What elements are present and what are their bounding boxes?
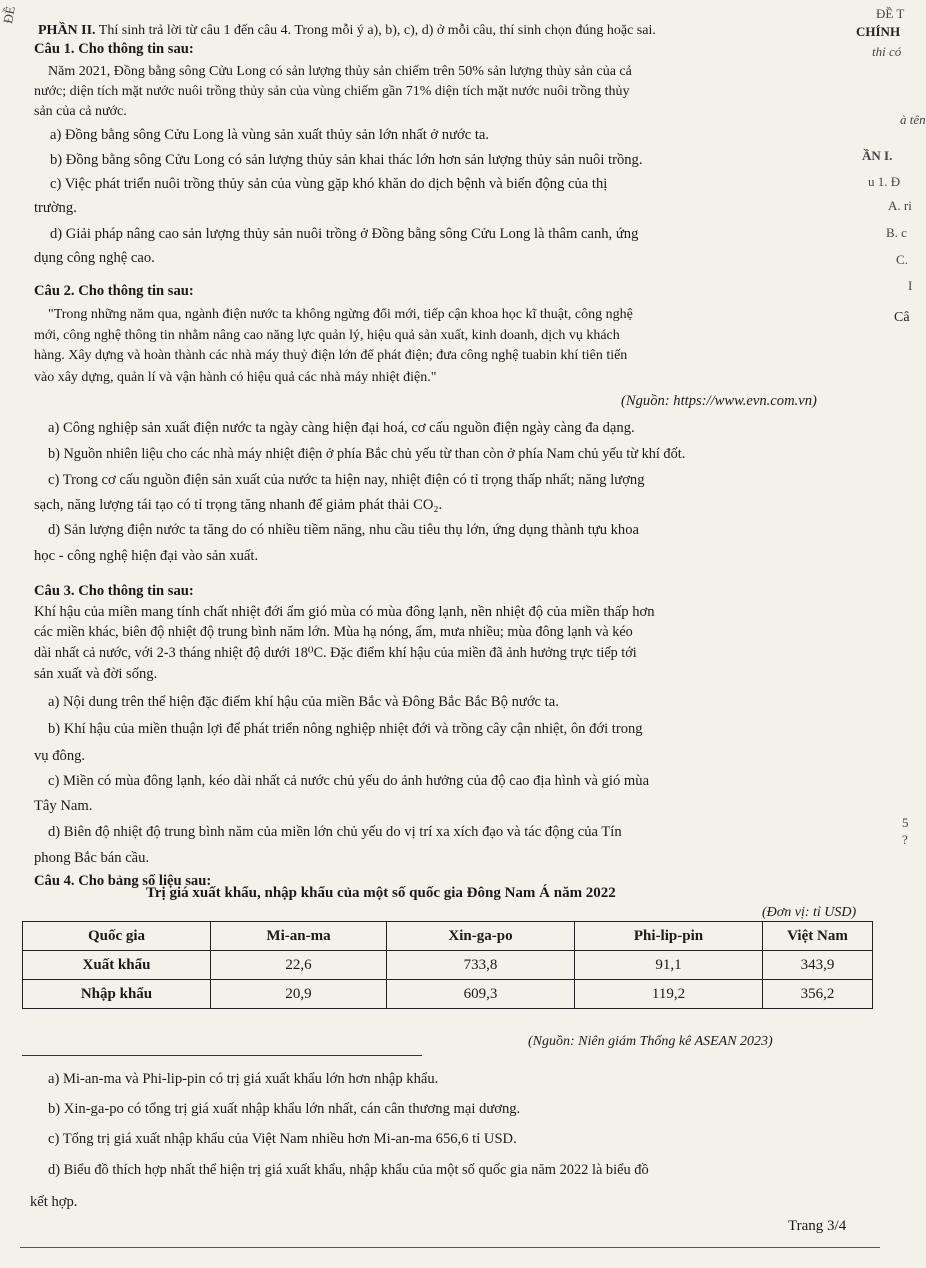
q3-paragraph-line-1: Khí hậu của miền mang tính chất nhiệt đới ẩm gió mùa có mùa đông lạnh, nền nhiệt độ của miền thấp hơn xyxy=(34,604,655,620)
q2-statement-d-cont: học - công nghệ hiện đại vào sản xuất. xyxy=(34,548,259,564)
table-cell: 609,3 xyxy=(387,980,575,1009)
q3-statement-c: c) Miền có mùa đông lạnh, kéo dài nhất cả nước chủ yếu do ảnh hưởng của độ cao địa hình và gió mùa xyxy=(48,773,650,789)
q4-title: Câu 4. Cho bảng số liệu sau: xyxy=(34,873,212,889)
q2-statement-c-cont: sạch, năng lượng tái tạo có tỉ trọng tăng nhanh để giảm phát thải CO₂. xyxy=(34,497,443,513)
edge-mark-5: A. ri xyxy=(888,198,912,213)
table-cell: 22,6 xyxy=(211,951,387,980)
q2-quote-line-2: mới, công nghệ thông tin nhằm nâng cao năng lực quản lý, hiệu quả sản xuất, kinh doanh, dịch vụ khách xyxy=(34,328,620,343)
q3-paragraph-line-2: các miền khác, biên độ nhiệt độ trung bình năm lớn. Mùa hạ nóng, ẩm, mưa nhiều; mùa đông lạnh và kéo xyxy=(34,624,633,640)
q2-statement-d: d) Sản lượng điện nước ta tăng do có nhiều tiềm năng, nhu cầu tiêu thụ lớn, ứng dụng thành tựu khoa xyxy=(48,522,640,538)
q2-statement-b: b) Nguồn nhiên liệu cho các nhà máy nhiệt điện ở phía Bắc chủ yếu từ than còn ở phía Nam chủ yếu từ khí đốt. xyxy=(48,446,686,462)
edge-mark-6: B. c xyxy=(886,225,907,240)
q2-source: (Nguồn: https://www.evn.com.vn) xyxy=(621,393,817,409)
q1-paragraph-line-1: Năm 2021, Đồng bằng sông Cửu Long có sản lượng thủy sản chiếm trên 50% sản lượng thủy sản của cả xyxy=(48,64,632,79)
q3-paragraph-line-3: dài nhất cả nước, với 2-3 tháng nhiệt độ dưới 18⁰C. Đặc điểm khí hậu của miền đã ảnh hưởng trực tiếp tới xyxy=(34,645,637,661)
edge-mark-11: ? xyxy=(902,832,908,847)
row-label: Xuất khẩu xyxy=(23,951,211,980)
table-cell: 119,2 xyxy=(575,980,763,1009)
edge-mark-2: à tên xyxy=(900,112,926,127)
edge-mark-top: ĐỀ T xyxy=(876,6,905,21)
edge-mark-10: 5 xyxy=(902,815,909,830)
q2-quote-line-4: vào xây dựng, quản lí và vận hành có hiệu quả các nhà máy nhiệt điện." xyxy=(34,370,437,385)
q1-statement-c: c) Việc phát triển nuôi trồng thủy sản của vùng gặp khó khăn do dịch bệnh và biến động của thị xyxy=(50,176,608,192)
table-header-row xyxy=(23,922,873,951)
edge-mark-9: Câ xyxy=(894,310,910,325)
table-row xyxy=(23,951,873,980)
table-row xyxy=(23,980,873,1009)
edge-mark-7: C. xyxy=(896,252,908,267)
edge-mark-8: I xyxy=(908,278,913,293)
q1-statement-d: d) Giải pháp nâng cao sản lượng thủy sản nuôi trồng ở Đồng bằng sông Cửu Long là thâm canh, ứng xyxy=(50,226,639,242)
q1-statement-a: a) Đồng bằng sông Cửu Long là vùng sản xuất thủy sản lớn nhất ở nước ta. xyxy=(50,127,490,143)
edge-mark-chinh: CHÍNH xyxy=(856,24,901,39)
left-edge-mark: ĐỀ xyxy=(0,4,18,25)
q4-table-source: (Nguồn: Niên giám Thống kê ASEAN 2023) xyxy=(528,1034,773,1049)
q2-quote-line-1: "Trong những năm qua, ngành điện nước ta không ngừng đổi mới, tiếp cận khoa học kĩ thuật, công nghệ xyxy=(48,307,633,322)
q4-statement-b: b) Xin-ga-po có tổng trị giá xuất nhập khẩu lớn nhất, cán cân thương mại dương. xyxy=(48,1101,521,1117)
section-instruction xyxy=(38,22,656,39)
trade-table xyxy=(22,921,873,1009)
q3-paragraph-line-4: sản xuất và đời sống. xyxy=(34,666,158,682)
q1-paragraph-line-3: sản của cả nước. xyxy=(34,104,127,119)
table-cell: 356,2 xyxy=(763,980,873,1009)
header-cell: Xin-ga-po xyxy=(387,922,575,951)
q2-statement-a: a) Công nghiệp sản xuất điện nước ta ngày càng hiện đại hoá, cơ cấu nguồn điện ngày càng đa dạng. xyxy=(48,420,635,436)
table-cell: 91,1 xyxy=(575,951,763,980)
table-bottom-rule xyxy=(22,1055,422,1056)
q1-paragraph-line-2: nước; diện tích mặt nước nuôi trồng thủy sản của vùng chiếm gần 71% diện tích mặt nước nuôi trồng thủy xyxy=(34,84,630,99)
q1-statement-c-cont: trường. xyxy=(34,200,77,216)
page-bottom-rule xyxy=(20,1247,880,1248)
q4-statement-d: d) Biểu đồ thích hợp nhất thể hiện trị giá xuất khẩu, nhập khẩu của một số quốc gia năm 2022 là biểu đồ xyxy=(48,1162,649,1178)
edge-mark-3: ẦN I. xyxy=(862,148,893,163)
header-cell: Quốc gia xyxy=(23,922,211,951)
q3-statement-d-cont: phong Bắc bán cầu. xyxy=(34,850,150,866)
q4-statement-a: a) Mi-an-ma và Phi-lip-pin có trị giá xuất khẩu lớn hơn nhập khẩu. xyxy=(48,1071,439,1087)
q1-title: Câu 1. Cho thông tin sau: xyxy=(34,41,194,57)
q4-table-title: Trị giá xuất khẩu, nhập khẩu của một số quốc gia Đông Nam Á năm 2022 xyxy=(146,885,616,901)
table-cell: 20,9 xyxy=(211,980,387,1009)
section-title: PHẦN II. xyxy=(38,23,96,38)
section-instruction-text: Thí sinh trả lời từ câu 1 đến câu 4. Trong mỗi ý a), b), c), d) ở mỗi câu, thí sinh chọn đúng hoặc sai. xyxy=(95,23,656,38)
q3-statement-c-cont: Tây Nam. xyxy=(34,798,93,814)
header-cell: Mi-an-ma xyxy=(211,922,387,951)
q2-quote-line-3: hàng. Xây dựng và hoàn thành các nhà máy thuỷ điện lớn để phát điện; đưa công nghệ tuabin khí tiên tiến xyxy=(34,348,628,363)
q4-statement-c: c) Tổng trị giá xuất nhập khẩu của Việt Nam nhiều hơn Mi-an-ma 656,6 tỉ USD. xyxy=(48,1131,517,1147)
page-number: Trang 3/4 xyxy=(788,1218,847,1234)
q4-table-unit: (Đơn vị: tỉ USD) xyxy=(762,905,857,920)
edge-mark-1: thi có xyxy=(872,44,902,59)
q3-statement-d: d) Biên độ nhiệt độ trung bình năm của miền lớn chủ yếu do vị trí xa xích đạo và tác động của Tín xyxy=(48,824,622,840)
q3-statement-b-cont: vụ đông. xyxy=(34,748,86,764)
row-label: Nhập khẩu xyxy=(23,980,211,1009)
table-cell: 343,9 xyxy=(763,951,873,980)
edge-mark-4: u 1. Đ xyxy=(868,174,901,189)
q2-statement-c: c) Trong cơ cấu nguồn điện sản xuất của nước ta hiện nay, nhiệt điện có tỉ trọng thấp nhất; năng lượng xyxy=(48,472,645,488)
header-cell: Việt Nam xyxy=(763,922,873,951)
q4-statement-d-cont: kết hợp. xyxy=(30,1194,78,1210)
header-cell: Phi-lip-pin xyxy=(575,922,763,951)
q1-statement-d-cont: dụng công nghệ cao. xyxy=(34,250,155,266)
table-cell: 733,8 xyxy=(387,951,575,980)
q3-statement-a: a) Nội dung trên thể hiện đặc điểm khí hậu của miền Bắc và Đông Bắc Bắc Bộ nước ta. xyxy=(48,694,559,710)
q3-title: Câu 3. Cho thông tin sau: xyxy=(34,583,194,599)
q3-statement-b: b) Khí hậu của miền thuận lợi để phát triển nông nghiệp nhiệt đới và trồng cây cận nhiệt, ôn đới trong xyxy=(48,721,643,737)
q2-title: Câu 2. Cho thông tin sau: xyxy=(34,283,194,299)
q1-statement-b: b) Đồng bằng sông Cửu Long có sản lượng thủy sản khai thác lớn hơn sản lượng thủy sản nuôi trồng. xyxy=(50,152,643,168)
